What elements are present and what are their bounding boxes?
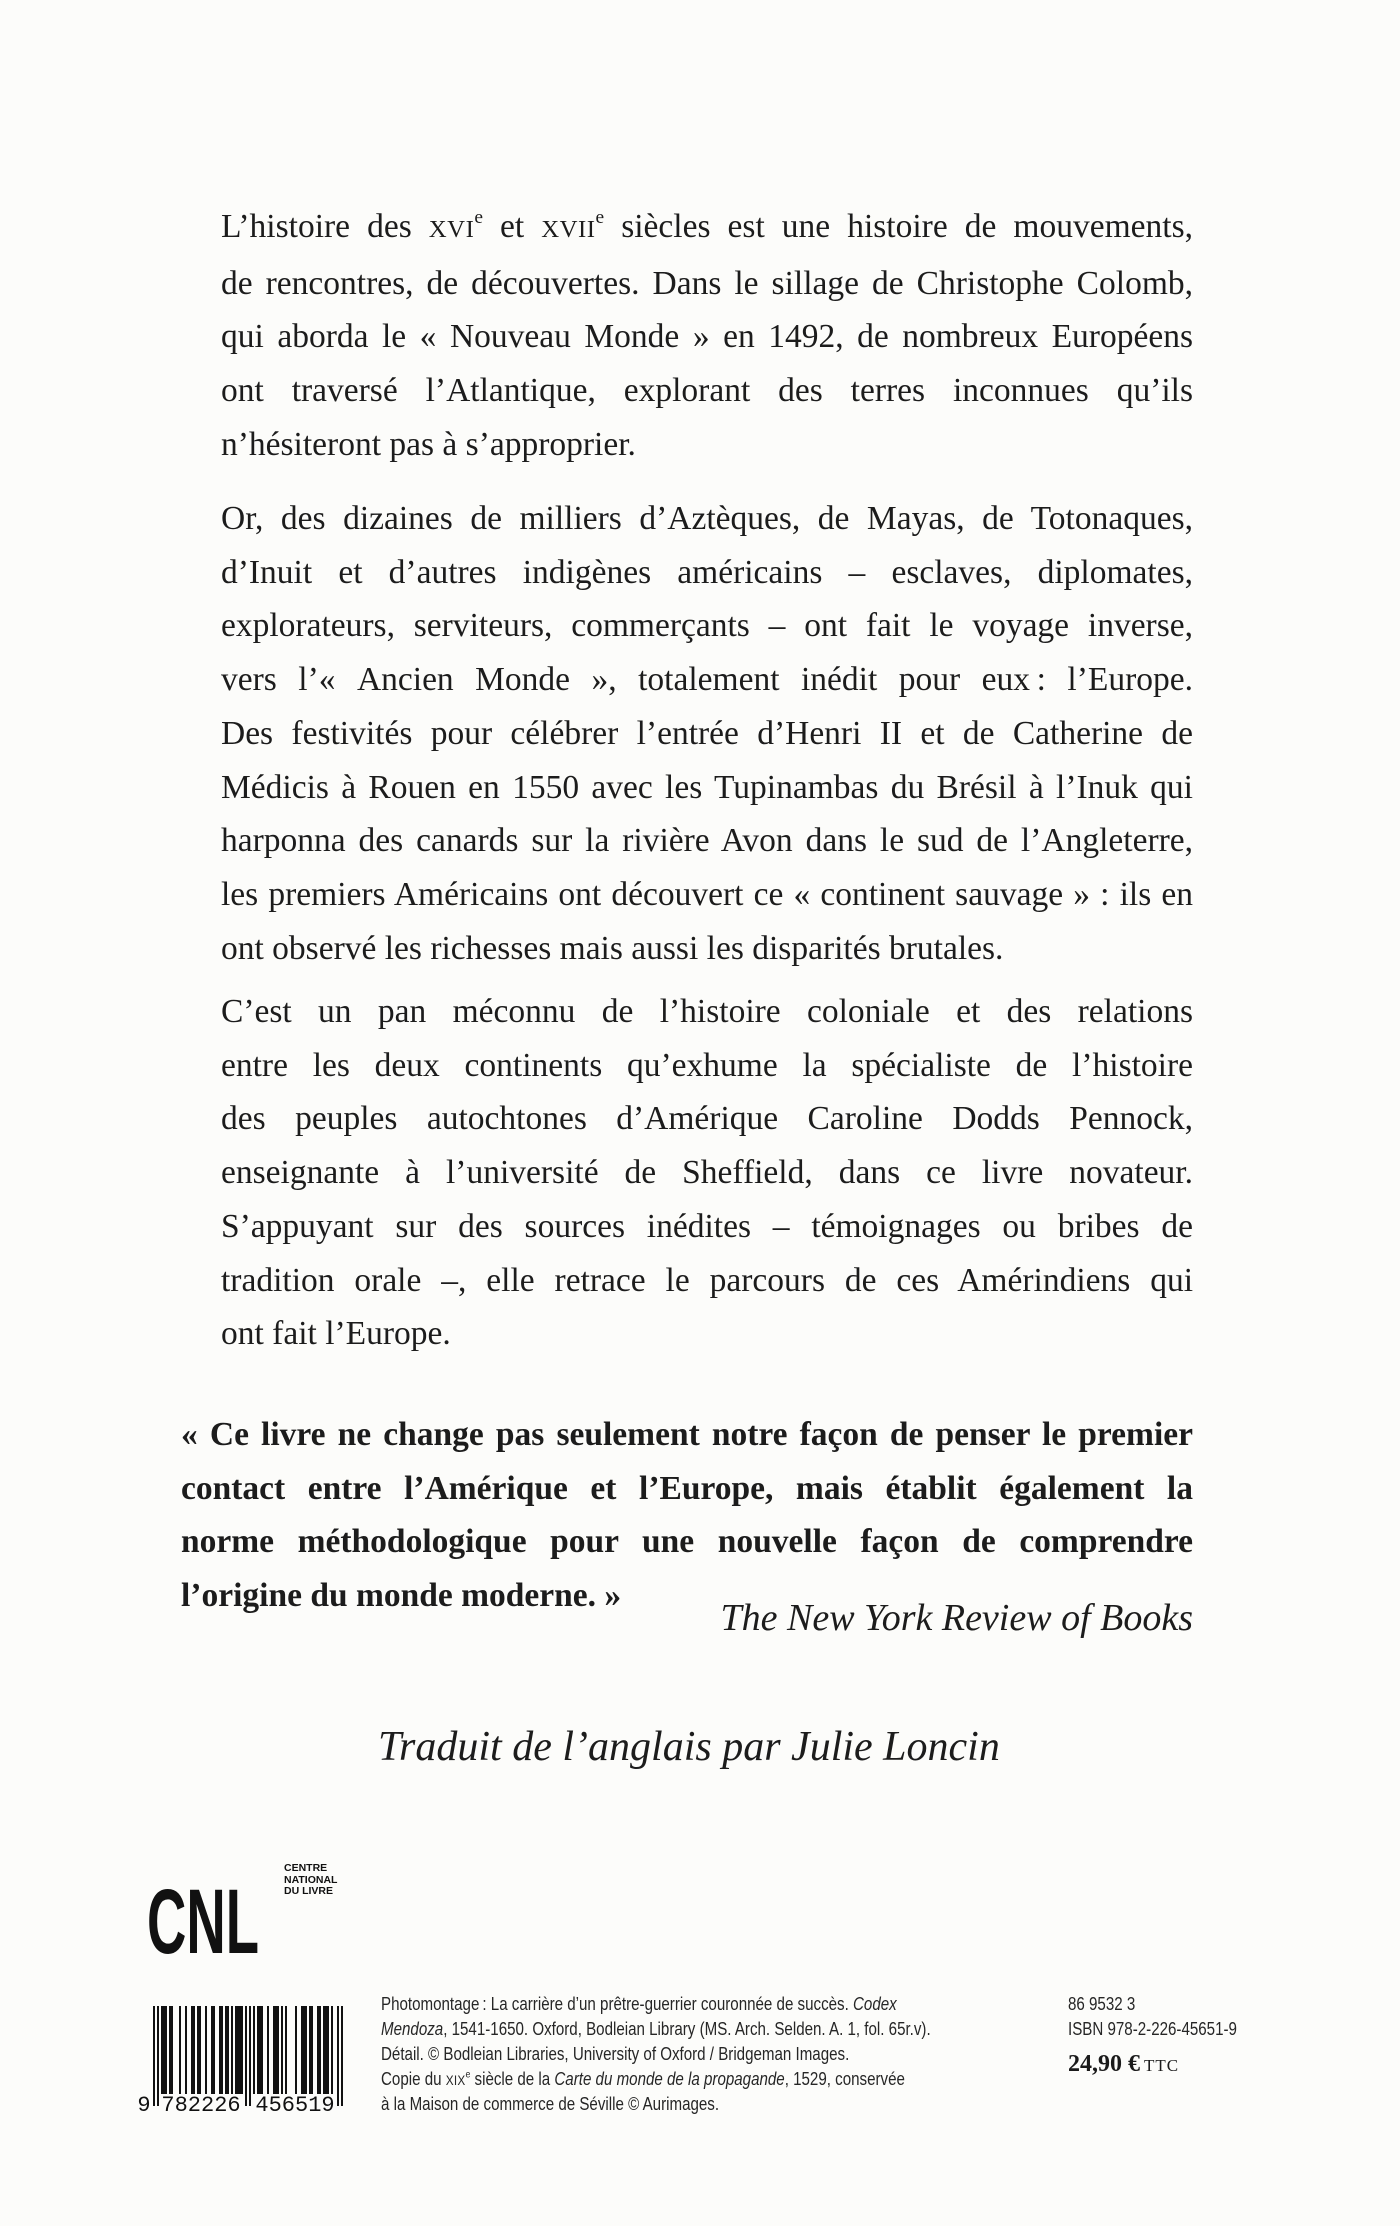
price-tax-label: TTC <box>1144 2056 1180 2075</box>
barcode-bar <box>295 2006 297 2094</box>
barcode-bar <box>331 2006 333 2094</box>
text-segment: siècles est une histoire de mouvements, <box>604 208 1193 245</box>
text-line: des peuples autochtones d’Amérique Caroline Dodds Pennock, <box>221 1100 1193 1138</box>
text-line: vers l’« Ancien Monde », totalement inédit pour eux : l’Europe. <box>221 661 1193 699</box>
text-segment: , 1529, conservée <box>784 2069 905 2089</box>
italic-title: Carte du monde de la propagande <box>554 2069 785 2089</box>
translation-credit: Traduit de l’anglais par Julie Loncin <box>378 1724 1000 1770</box>
barcode-bar <box>301 2006 307 2094</box>
text-line <box>221 200 1193 257</box>
cnl-logo-mark: CNL <box>147 1871 259 1962</box>
credit-line: à la Maison de commerce de Séville © Aurimages. <box>381 2094 720 2114</box>
description-paragraph-1 <box>221 200 1193 472</box>
text-segment: Copie du <box>381 2069 446 2089</box>
text-line: enseignante à l’université de Sheffield, dans ce livre novateur. <box>221 1154 1193 1192</box>
text-line: n’hésiteront pas à s’approprier. <box>221 425 636 463</box>
text-line: harponna des canards sur la rivière Avon dans le sud de l’Angleterre, <box>221 822 1193 860</box>
barcode-bar <box>235 2006 243 2094</box>
ordinal-suffix: e <box>474 207 483 229</box>
quote-line: norme méthodologique pour une nouvelle façon de comprendre <box>181 1523 1193 1561</box>
text-line: explorateurs, serviteurs, commerçants – ont fait le voyage inverse, <box>221 607 1193 645</box>
barcode-digit-prefix: 9 <box>137 2093 151 2118</box>
credit-line <box>381 2017 931 2042</box>
text-line: entre les deux continents qu’exhume la spécialiste de l’histoire <box>221 1046 1193 1084</box>
barcode-bar <box>267 2006 269 2094</box>
internal-code: 86 9532 3 <box>1068 1994 1136 2014</box>
cnl-logo-caption <box>284 1863 337 1898</box>
text-line: C’est un pan méconnu de l’histoire coloniale et des relations <box>221 993 1193 1030</box>
credit-line <box>381 1992 931 2017</box>
barcode-bar <box>225 2006 229 2094</box>
text-line: tradition orale –, elle retrace le parcours de ces Amérindiens qui <box>221 1261 1193 1299</box>
quote-line: l’origine du monde moderne. » <box>181 1577 622 1615</box>
text-line: Médicis à Rouen en 1550 avec les Tupinambas du Brésil à l’Inuk qui <box>221 768 1193 806</box>
description-paragraph-3 <box>221 985 1193 1361</box>
isbn: ISBN 978-2-226-45651-9 <box>1068 2019 1237 2039</box>
barcode-digits-left: 782226 <box>161 2093 241 2118</box>
barcode-bar <box>249 2006 251 2106</box>
text-line: de rencontres, de découvertes. Dans le sillage de Christophe Colomb, <box>221 264 1193 302</box>
text-line: ont fait l’Europe. <box>221 1315 451 1353</box>
text-segment: L’histoire des <box>221 208 429 245</box>
ordinal-suffix: e <box>595 207 605 229</box>
text-segment: siècle de la <box>470 2069 555 2089</box>
barcode-bar <box>161 2006 167 2094</box>
barcode-bar <box>323 2006 329 2094</box>
barcode-bar <box>185 2006 187 2094</box>
barcode-bar <box>281 2006 283 2094</box>
logo-caption-line: DU LIVRE <box>284 1885 334 1897</box>
barcode-bar <box>169 2006 173 2094</box>
barcode-bar <box>245 2006 247 2106</box>
text-line: ont traversé l’Atlantique, explorant des terres inconnues qu’ils <box>221 372 1193 410</box>
price-value: 24,90 € <box>1068 2051 1140 2077</box>
text-line: d’Inuit et d’autres indigènes américains – esclaves, diplomates, <box>221 553 1193 591</box>
century-numeral: XVII <box>541 216 596 243</box>
description-paragraph-2 <box>221 492 1193 975</box>
credit-line <box>381 2067 931 2092</box>
quote-line: contact entre l’Amérique et l’Europe, mais établit également la <box>181 1469 1193 1507</box>
century-numeral: XVI <box>428 216 475 243</box>
italic-title: Codex <box>853 1994 897 2014</box>
century-numeral: XIX <box>445 2072 466 2088</box>
barcode-bar <box>153 2006 155 2106</box>
barcode-bar <box>253 2006 255 2094</box>
barcode-bar <box>309 2006 313 2094</box>
logo-caption-line: CENTRE <box>284 1862 328 1874</box>
price <box>1068 2048 1179 2083</box>
text-segment: et <box>482 208 542 245</box>
barcode-bar <box>211 2006 215 2094</box>
barcode-digits-right: 456519 <box>255 2093 335 2118</box>
text-segment: , 1541-1650. Oxford, Bodleian Library (MS. Arch. Selden. A. 1, fol. 65r.v). <box>443 2019 931 2039</box>
barcode-bar <box>191 2006 195 2094</box>
italic-title: Mendoza <box>381 2019 444 2039</box>
barcode-bar <box>219 2006 223 2094</box>
text-segment: Photomontage : La carrière d’un prêtre-guerrier couronnée de succès. <box>381 1994 854 2014</box>
barcode-bar <box>205 2006 207 2094</box>
image-credits <box>381 1992 931 2117</box>
barcode-bar <box>197 2006 201 2094</box>
ordinal-suffix: e <box>465 2069 471 2081</box>
barcode-bar <box>257 2006 263 2094</box>
barcode-bar <box>317 2006 321 2094</box>
text-line: Or, des dizaines de milliers d’Aztèques, de Mayas, de Totonaques, <box>221 500 1193 537</box>
barcode-bar <box>273 2006 279 2094</box>
barcode-bar <box>157 2006 159 2106</box>
reference-codes <box>1068 1992 1237 2042</box>
text-line: les premiers Américains ont découvert ce « continent sauvage » : ils en <box>221 875 1193 913</box>
barcode-bar <box>337 2006 339 2106</box>
quote-source: The New York Review of Books <box>720 1597 1193 1639</box>
text-line: qui aborda le « Nouveau Monde » en 1492, de nombreux Européens <box>221 318 1193 356</box>
ean-barcode <box>153 2006 343 2106</box>
barcode-bar <box>231 2006 233 2094</box>
barcode-bar <box>341 2006 343 2106</box>
cnl-logo <box>140 1862 270 1962</box>
credit-line: Détail. © Bodleian Libraries, University of Oxford / Bridgeman Images. <box>381 2044 850 2064</box>
text-line: ont observé les richesses mais aussi les disparités brutales. <box>221 929 1004 967</box>
text-line: Des festivités pour célébrer l’entrée d’Henri II et de Catherine de <box>221 714 1193 752</box>
barcode-bar <box>179 2006 181 2094</box>
text-line: S’appuyant sur des sources inédites – témoignages ou bribes de <box>221 1207 1193 1245</box>
logo-caption-line: NATIONAL <box>284 1873 338 1886</box>
barcode-bar <box>285 2006 287 2094</box>
quote-line: « Ce livre ne change pas seulement notre façon de penser le premier <box>181 1416 1193 1453</box>
